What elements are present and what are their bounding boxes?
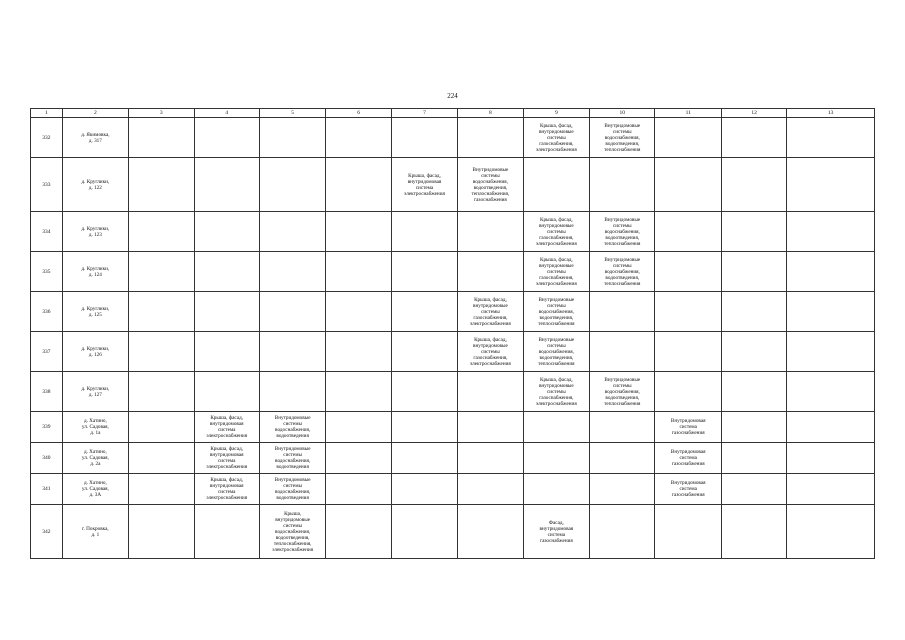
work-cell-col7	[391, 443, 457, 474]
empty-cell-col12	[721, 505, 786, 559]
work-cell-col11	[655, 158, 721, 212]
empty-cell-col3	[129, 412, 194, 443]
empty-cell-col12	[721, 443, 786, 474]
empty-cell-col12	[721, 412, 786, 443]
work-cell-col11	[655, 212, 721, 252]
row-number-cell: 335	[31, 252, 63, 292]
empty-cell-col13	[787, 212, 875, 252]
work-cell-col11	[655, 252, 721, 292]
header-row	[31, 109, 875, 118]
work-cell-col4	[194, 372, 259, 412]
work-cell-col11	[655, 505, 721, 559]
row-number-cell: 333	[31, 158, 63, 212]
work-cell-col4	[194, 158, 259, 212]
empty-cell-col6	[326, 443, 391, 474]
empty-cell-col6	[326, 118, 391, 158]
work-cell-col11: Внутридомовая система газоснабжения	[655, 443, 721, 474]
work-cell-col5	[259, 372, 325, 412]
row-number-cell: 341	[31, 474, 63, 505]
empty-cell-col12	[721, 158, 786, 212]
work-cell-col8: Крыша, фасад, внутридомовые системы газоснабжения, электроснабжения	[458, 292, 523, 332]
work-cell-col4	[194, 212, 259, 252]
column-header: 5	[259, 109, 325, 118]
work-cell-col5	[259, 332, 325, 372]
address-cell: д. Якимовка, д. 317	[62, 118, 128, 158]
empty-cell-col12	[721, 292, 786, 332]
empty-cell-col3	[129, 332, 194, 372]
column-header: 12	[721, 109, 786, 118]
empty-cell-col13	[787, 292, 875, 332]
work-cell-col9: Фасад, внутридомовая система газоснабжения	[523, 505, 589, 559]
table-row	[31, 474, 875, 505]
work-cell-col5	[259, 212, 325, 252]
work-cell-col10: Внутридомовые системы водоснабжения, водоотведения, теплоснабжения	[590, 372, 655, 412]
table-row	[31, 332, 875, 372]
work-cell-col7	[391, 292, 457, 332]
empty-cell-col13	[787, 505, 875, 559]
page-number: 224	[447, 92, 458, 100]
column-header: 9	[523, 109, 589, 118]
work-cell-col11: Внутридомовая система газоснабжения	[655, 474, 721, 505]
row-number-cell: 336	[31, 292, 63, 332]
empty-cell-col6	[326, 292, 391, 332]
empty-cell-col12	[721, 474, 786, 505]
table-row	[31, 443, 875, 474]
work-cell-col10	[590, 443, 655, 474]
work-cell-col7	[391, 212, 457, 252]
address-cell: д. Круглики, д. 127	[62, 372, 128, 412]
works-schedule-table	[30, 108, 875, 559]
work-cell-col8: Крыша, фасад, внутридомовые системы газоснабжения, электроснабжения	[458, 332, 523, 372]
column-header: 2	[62, 109, 128, 118]
column-header: 6	[326, 109, 391, 118]
column-header: 13	[787, 109, 875, 118]
work-cell-col11	[655, 372, 721, 412]
address-cell: д. Хатино, ул. Садовая, д. 3А	[62, 474, 128, 505]
empty-cell-col3	[129, 474, 194, 505]
work-cell-col8	[458, 372, 523, 412]
work-cell-col5: Внутридомовые системы водоснабжения, водоотведения	[259, 443, 325, 474]
address-cell: д. Круглики, д. 126	[62, 332, 128, 372]
address-cell: д. Круглики, д. 124	[62, 252, 128, 292]
work-cell-col9	[523, 158, 589, 212]
empty-cell-col3	[129, 372, 194, 412]
row-number-cell: 332	[31, 118, 63, 158]
work-cell-col5: Крыша, внутридомовые системы водоснабжения, водоотведения, теплоснабжения, электроснабжения	[259, 505, 325, 559]
work-cell-col5	[259, 118, 325, 158]
work-cell-col7	[391, 372, 457, 412]
work-cell-col7	[391, 252, 457, 292]
table-row	[31, 505, 875, 559]
work-cell-col5: Внутридомовые системы водоснабжения, водоотведения	[259, 474, 325, 505]
work-cell-col7: Крыша, фасад, внутридомовая система электроснабжения	[391, 158, 457, 212]
address-cell: д. Хатино, ул. Садовая, д. 1а	[62, 412, 128, 443]
work-cell-col4	[194, 118, 259, 158]
work-cell-col7	[391, 474, 457, 505]
row-number-cell: 342	[31, 505, 63, 559]
empty-cell-col13	[787, 252, 875, 292]
table-row	[31, 292, 875, 332]
empty-cell-col3	[129, 443, 194, 474]
work-cell-col10	[590, 474, 655, 505]
work-cell-col9: Крыша, фасад, внутридомовые системы газоснабжения, электроснабжения	[523, 252, 589, 292]
work-cell-col9: Внутридомовые системы водоснабжения, водоотведения, теплоснабжения	[523, 292, 589, 332]
address-cell: д. Круглики, д. 125	[62, 292, 128, 332]
work-cell-col9	[523, 443, 589, 474]
work-cell-col7	[391, 332, 457, 372]
empty-cell-col13	[787, 443, 875, 474]
work-cell-col11	[655, 118, 721, 158]
column-header: 4	[194, 109, 259, 118]
work-cell-col10	[590, 412, 655, 443]
address-cell: д. Круглики, д. 122	[62, 158, 128, 212]
work-cell-col5	[259, 252, 325, 292]
address-cell: д. Хатино, ул. Садовая, д. 2а	[62, 443, 128, 474]
row-number-cell: 339	[31, 412, 63, 443]
work-cell-col11: Внутридомовая система газоснабжения	[655, 412, 721, 443]
empty-cell-col3	[129, 158, 194, 212]
empty-cell-col12	[721, 118, 786, 158]
work-cell-col7	[391, 505, 457, 559]
empty-cell-col3	[129, 118, 194, 158]
work-cell-col10: Внутридомовые системы водоснабжения, водоотведения, теплоснабжения	[590, 212, 655, 252]
row-number-cell: 334	[31, 212, 63, 252]
empty-cell-col6	[326, 505, 391, 559]
table-row	[31, 372, 875, 412]
empty-cell-col12	[721, 212, 786, 252]
row-number-cell: 338	[31, 372, 63, 412]
column-header: 3	[129, 109, 194, 118]
empty-cell-col13	[787, 332, 875, 372]
row-number-cell: 337	[31, 332, 63, 372]
work-cell-col8	[458, 505, 523, 559]
work-cell-col11	[655, 332, 721, 372]
work-cell-col4: Крыша, фасад, внутридомовая система электроснабжения	[194, 412, 259, 443]
empty-cell-col6	[326, 474, 391, 505]
work-cell-col8	[458, 474, 523, 505]
work-cell-col7	[391, 118, 457, 158]
column-header: 11	[655, 109, 721, 118]
work-cell-col10	[590, 332, 655, 372]
work-cell-col10	[590, 158, 655, 212]
column-header: 1	[31, 109, 63, 118]
work-cell-col4	[194, 292, 259, 332]
work-cell-col5	[259, 158, 325, 212]
empty-cell-col6	[326, 332, 391, 372]
table-row	[31, 252, 875, 292]
work-cell-col5	[259, 292, 325, 332]
empty-cell-col13	[787, 118, 875, 158]
empty-cell-col3	[129, 252, 194, 292]
work-cell-col10	[590, 505, 655, 559]
empty-cell-col3	[129, 505, 194, 559]
table-row	[31, 412, 875, 443]
empty-cell-col13	[787, 158, 875, 212]
row-number-cell: 340	[31, 443, 63, 474]
column-header: 7	[391, 109, 457, 118]
work-cell-col7	[391, 412, 457, 443]
work-cell-col5: Внутридомовые системы водоснабжения, водоотведения	[259, 412, 325, 443]
work-cell-col10: Внутридомовые системы водоснабжения, водоотведения, теплоснабжения	[590, 118, 655, 158]
work-cell-col4	[194, 332, 259, 372]
empty-cell-col3	[129, 292, 194, 332]
empty-cell-col6	[326, 372, 391, 412]
column-header: 8	[458, 109, 523, 118]
work-cell-col11	[655, 292, 721, 332]
work-cell-col9: Крыша, фасад, внутридомовые системы газоснабжения, электроснабжения	[523, 118, 589, 158]
work-cell-col8	[458, 118, 523, 158]
table-row	[31, 212, 875, 252]
empty-cell-col13	[787, 372, 875, 412]
work-cell-col4	[194, 505, 259, 559]
work-cell-col10	[590, 292, 655, 332]
work-cell-col4: Крыша, фасад, внутридомовая система электроснабжения	[194, 474, 259, 505]
empty-cell-col12	[721, 372, 786, 412]
address-cell: д. Круглики, д. 123	[62, 212, 128, 252]
work-cell-col8	[458, 412, 523, 443]
column-header: 10	[590, 109, 655, 118]
empty-cell-col3	[129, 212, 194, 252]
work-cell-col8	[458, 443, 523, 474]
work-cell-col8	[458, 212, 523, 252]
empty-cell-col6	[326, 212, 391, 252]
work-cell-col9	[523, 412, 589, 443]
empty-cell-col6	[326, 252, 391, 292]
work-cell-col9: Крыша, фасад, внутридомовые системы газоснабжения, электроснабжения	[523, 372, 589, 412]
empty-cell-col13	[787, 412, 875, 443]
table-row	[31, 118, 875, 158]
work-cell-col10: Внутридомовые системы водоснабжения, водоотведения, теплоснабжения	[590, 252, 655, 292]
work-cell-col4	[194, 252, 259, 292]
empty-cell-col6	[326, 158, 391, 212]
work-cell-col8	[458, 252, 523, 292]
table-row	[31, 158, 875, 212]
work-cell-col9	[523, 474, 589, 505]
work-cell-col8: Внутридомовые системы водоснабжения, водоотведения, теплоснабжения, газоснабжения	[458, 158, 523, 212]
work-cell-col9: Внутридомовые системы водоснабжения, водоотведения, теплоснабжения	[523, 332, 589, 372]
empty-cell-col6	[326, 412, 391, 443]
work-cell-col9: Крыша, фасад, внутридомовые системы газоснабжения, электроснабжения	[523, 212, 589, 252]
empty-cell-col13	[787, 474, 875, 505]
address-cell: г. Покровка, д. 1	[62, 505, 128, 559]
work-cell-col4: Крыша, фасад, внутридомовая система электроснабжения	[194, 443, 259, 474]
empty-cell-col12	[721, 252, 786, 292]
empty-cell-col12	[721, 332, 786, 372]
